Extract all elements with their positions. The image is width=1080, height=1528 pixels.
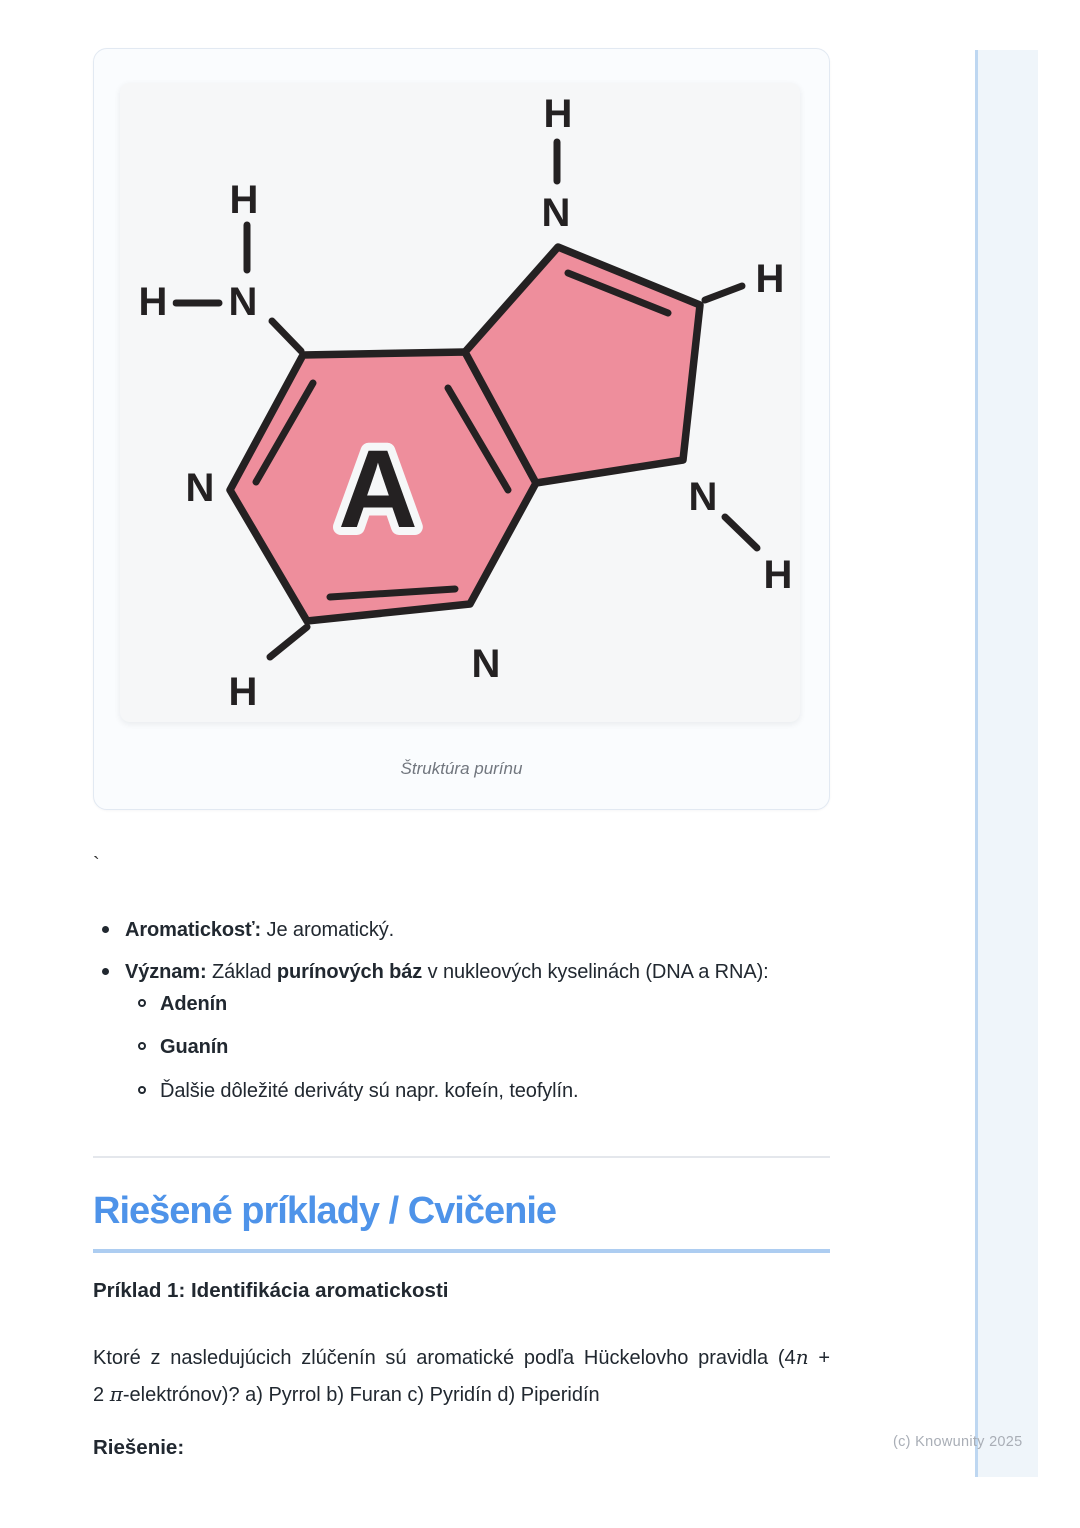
bond-line <box>725 517 757 548</box>
atom-label-h: H <box>543 92 573 136</box>
bullet-circle-icon <box>138 1086 146 1094</box>
question-text: 2 <box>93 1384 110 1406</box>
sub-list-item <box>93 991 830 1017</box>
ring-center-label: A <box>338 428 418 551</box>
list-item-text: v nukleových kyselinách (DNA a RNA): <box>422 961 769 983</box>
section-title: Riešené príklady / Cvičenie <box>93 1190 557 1232</box>
sub-list-item <box>93 1078 830 1104</box>
atom-label-h: H <box>763 553 793 597</box>
bullet-circle-icon <box>138 1042 146 1050</box>
right-side-panel <box>975 50 1038 1477</box>
list-item-bold: Guanín <box>160 1036 229 1058</box>
list-item-text: Je aromatický. <box>261 919 395 941</box>
atom-label-h: H <box>755 257 785 301</box>
list-item <box>93 917 830 943</box>
list-item-bold: purínových báz <box>276 961 423 983</box>
atom-label-n: N <box>228 280 258 324</box>
atom-label-n: N <box>541 191 571 235</box>
list-item-bold: Adenín <box>160 993 228 1015</box>
atom-label-h: H <box>228 670 258 714</box>
figure-card <box>93 48 830 810</box>
question-text: + <box>808 1347 830 1369</box>
figure-canvas <box>120 83 800 722</box>
list-item-bold: Aromatickosť: <box>125 919 262 941</box>
atom-label-n: N <box>688 475 718 519</box>
purine-structure-diagram <box>120 83 800 722</box>
example-heading: Príklad 1: Identifikácia aromatickosti <box>93 1279 449 1302</box>
question-text: -elektrónov)? a) Pyrrol b) Furan c) Pyridín d) Piperidín <box>122 1384 600 1406</box>
solution-label: Riešenie: <box>93 1436 185 1459</box>
horizontal-divider <box>93 1156 830 1158</box>
sub-list-item <box>93 1034 830 1060</box>
bond-line <box>272 321 301 351</box>
bond-line <box>705 286 742 300</box>
bullet-dot-icon <box>102 968 109 975</box>
math-variable-n: n <box>795 1345 809 1369</box>
atom-label-n: N <box>185 466 215 510</box>
copyright-watermark: (c) Knowunity 2025 <box>893 1434 1023 1450</box>
list-item <box>93 959 830 985</box>
math-variable-pi: π <box>109 1382 123 1406</box>
atom-label-n: N <box>471 642 501 686</box>
example-question <box>93 1339 830 1413</box>
list-item-bold: Význam: <box>125 961 207 983</box>
question-line-1 <box>93 1339 830 1376</box>
section-title-underline <box>93 1249 830 1253</box>
list-item-text: Základ <box>206 961 277 983</box>
atom-label-h: H <box>138 280 168 324</box>
list-item-text: Ďalšie dôležité deriváty sú napr. kofeín, teofylín. <box>160 1080 579 1102</box>
atom-label-h: H <box>229 178 259 222</box>
stray-backtick-text: ` <box>93 854 100 876</box>
bond-line <box>270 627 307 657</box>
bullet-dot-icon <box>102 926 109 933</box>
question-line-2 <box>93 1376 830 1413</box>
question-text: Ktoré z nasledujúcich zlúčenín sú aromatické podľa Hückelovho pravidla (4 <box>93 1347 796 1369</box>
figure-caption: Štruktúra purínu <box>400 759 523 778</box>
bullet-circle-icon <box>138 999 146 1007</box>
